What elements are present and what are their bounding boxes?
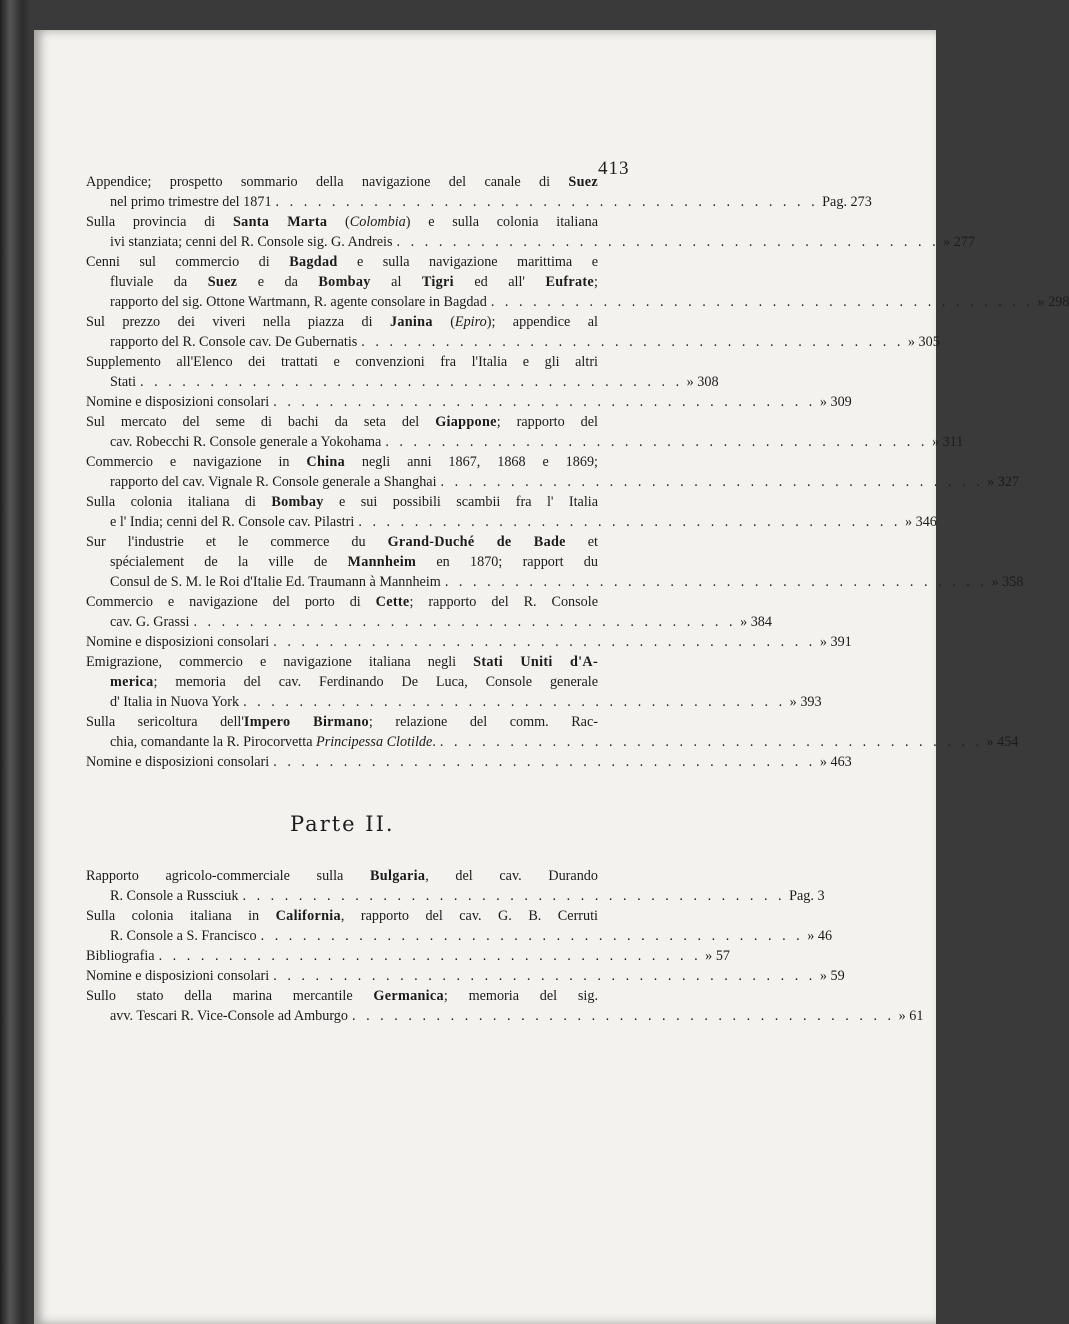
dot-leader: . . . . . . . . . . . . . . . . . . . . . . . . . . . . . . . . . . . . . . . [273, 968, 816, 984]
place-name: Suez [568, 174, 598, 190]
toc-entry [86, 866, 825, 906]
entry-line: Commercio e navigazione del porto di Cette; rapporto del R. Console [86, 594, 599, 610]
dot-leader: . . . . . . . . . . . . . . . . . . . . . . . . . . . . . . . . . . . . . . . [273, 754, 816, 770]
entry-line: nel primo trimestre del 1871 . . . . . . . . . . . . . . . . . . . . . . . . . . . . . . . . . . . . . . . Pag. 273 [110, 194, 872, 210]
entry-line: Sullo stato della marina mercantile Germanica; memoria del sig. [86, 988, 598, 1004]
entry-line: rapporto del sig. Ottone Wartmann, R. agente consolare in Bagdad . . . . . . . . . . . . . . . . . . . . . . . . . . . . . . . . . . . . . . . » 298 [110, 294, 1069, 310]
entry-line: merica; memoria del cav. Ferdinando De Luca, Console generale [110, 674, 598, 690]
ship-name: Principessa Clotilde [316, 734, 433, 750]
dot-leader: . . . . . . . . . . . . . . . . . . . . . . . . . . . . . . . . . . . . . . . [396, 234, 940, 250]
dot-leader: . . . . . . . . . . . . . . . . . . . . . . . . . . . . . . . . . . . . . . . [193, 614, 737, 630]
entry-line: chia, comandante la R. Pirocorvetta Principessa Clotilde. . . . . . . . . . . . . . . . . . . . . . . . . . . . . . . . . . . . . . . . » 454 [110, 734, 1019, 750]
entry-line: d' Italia in Nuova York . . . . . . . . . . . . . . . . . . . . . . . . . . . . . . . . . . . . . . . » 393 [110, 694, 822, 710]
dot-leader: . . . . . . . . . . . . . . . . . . . . . . . . . . . . . . . . . . . . . . . [242, 888, 786, 904]
place-name: China [306, 454, 345, 470]
place-name: Mannheim [347, 554, 417, 570]
dot-leader: . . . . . . . . . . . . . . . . . . . . . . . . . . . . . . . . . . . . . . . [158, 948, 702, 964]
place-name: Tigri [421, 274, 454, 290]
toc-entry [86, 966, 845, 986]
place-name: Cette [375, 594, 410, 610]
dot-leader: . . . . . . . . . . . . . . . . . . . . . . . . . . . . . . . . . . . . . . . [275, 194, 819, 210]
entry-line: Sul prezzo dei viveri nella piazza di Janina (Epiro); appendice al [86, 314, 598, 330]
page-reference: » 327 [987, 474, 1020, 490]
dot-leader: . . . . . . . . . . . . . . . . . . . . . . . . . . . . . . . . . . . . . . . [358, 514, 901, 530]
entry-line: Sulla colonia italiana in California, rapporto del cav. G. B. Cerruti [86, 908, 598, 924]
place-name: merica [110, 674, 154, 690]
entry-line: cav. Robecchi R. Console generale a Yokohama . . . . . . . . . . . . . . . . . . . . . . . . . . . . . . . . . . . . . . . » 311 [110, 434, 964, 450]
place-name: Eufrate [545, 274, 595, 290]
page-reference: » 393 [789, 694, 822, 710]
toc-entry [86, 212, 976, 252]
page-reference: » 463 [819, 754, 852, 770]
place-name: Germanica [373, 988, 444, 1004]
toc-entry [86, 412, 964, 452]
entry-line: Emigrazione, commercio e navigazione italiana negli Stati Uniti d'A- [86, 654, 598, 670]
page-reference: » 454 [986, 734, 1019, 750]
entry-line: fluviale da Suez e da Bombay al Tigri ed all' Eufrate; [110, 274, 598, 290]
dot-leader: . . . . . . . . . . . . . . . . . . . . . . . . . . . . . . . . . . . . . . . [440, 474, 984, 490]
dot-leader: . . . . . . . . . . . . . . . . . . . . . . . . . . . . . . . . . . . . . . . [490, 294, 1034, 310]
page-reference: Pag. 3 [789, 888, 825, 904]
toc-entry [86, 986, 924, 1026]
entry-line: Nomine e disposizioni consolari . . . . . . . . . . . . . . . . . . . . . . . . . . . . . . . . . . . . . . . » 391 [86, 634, 852, 650]
toc-entry [86, 752, 852, 772]
entry-line: spécialement de la ville de Mannheim en 1870; rapport du [110, 554, 598, 570]
entry-line: avv. Tescari R. Vice-Console ad Amburgo . . . . . . . . . . . . . . . . . . . . . . . . . . . . . . . . . . . . . . . » 61 [110, 1008, 924, 1024]
entry-line: Sulla colonia italiana di Bombay e sui possibili scambii fra l' Italia [86, 494, 598, 510]
place-name: Giappone [435, 414, 497, 430]
dot-leader: . . . . . . . . . . . . . . . . . . . . . . . . . . . . . . . . . . . . . . . [273, 634, 816, 650]
dot-leader: . . . . . . . . . . . . . . . . . . . . . . . . . . . . . . . . . . . . . . . [385, 434, 928, 450]
place-name: Bulgaria [370, 868, 426, 884]
entry-line: Commercio e navigazione in China negli anni 1867, 1868 e 1869; [86, 454, 598, 470]
entry-line: rapporto del R. Console cav. De Gubernatis . . . . . . . . . . . . . . . . . . . . . . . . . . . . . . . . . . . . . . . » 305 [110, 334, 940, 350]
dot-leader: . . . . . . . . . . . . . . . . . . . . . . . . . . . . . . . . . . . . . . . [260, 928, 804, 944]
page-reference: » 346 [904, 514, 937, 530]
entry-line: R. Console a S. Francisco . . . . . . . . . . . . . . . . . . . . . . . . . . . . . . . . . . . . . . . » 46 [110, 928, 833, 944]
place-name: Impero Birmano [243, 714, 369, 730]
page-reference: » 57 [705, 948, 730, 964]
place-name: Santa Marta [232, 214, 328, 230]
toc-entry [86, 712, 1019, 752]
page-reference: » 358 [991, 574, 1024, 590]
entry-line: ivi stanziata; cenni del R. Console sig. G. Andreis . . . . . . . . . . . . . . . . . . . . . . . . . . . . . . . . . . . . . . . » 277 [110, 234, 976, 250]
toc-entry [86, 492, 937, 532]
toc-entry [86, 252, 1069, 312]
page-reference: » 61 [898, 1008, 924, 1024]
entry-line: Nomine e disposizioni consolari . . . . . . . . . . . . . . . . . . . . . . . . . . . . . . . . . . . . . . . » 59 [86, 968, 845, 984]
page-reference: » 308 [686, 374, 719, 390]
entry-line: Consul de S. M. le Roi d'Italie Ed. Traumann à Mannheim . . . . . . . . . . . . . . . . . . . . . . . . . . . . . . . . . . . . . . . » 358 [110, 574, 1024, 590]
place-name: Grand-Duché de Bade [387, 534, 566, 550]
part-heading: Parte II. [290, 812, 395, 836]
toc-entry [86, 392, 852, 412]
toc-entry [86, 172, 872, 212]
toc-entry [86, 312, 940, 352]
toc-entry [86, 632, 852, 652]
dot-leader: . . . . . . . . . . . . . . . . . . . . . . . . . . . . . . . . . . . . . . . [243, 694, 786, 710]
page-reference: » 384 [740, 614, 772, 630]
page-reference: » 309 [819, 394, 852, 410]
dot-leader: . . . . . . . . . . . . . . . . . . . . . . . . . . . . . . . . . . . . . . . [140, 374, 683, 390]
entry-line: Rapporto agricolo-commerciale sulla Bulgaria, del cav. Durando [86, 868, 598, 884]
entry-line: Nomine e disposizioni consolari . . . . . . . . . . . . . . . . . . . . . . . . . . . . . . . . . . . . . . . » 309 [86, 394, 852, 410]
entry-line: Sul mercato del seme di bachi da seta del Giappone; rapporto del [86, 414, 598, 430]
page-reference: Pag. 273 [822, 194, 872, 210]
entry-line: Nomine e disposizioni consolari . . . . . . . . . . . . . . . . . . . . . . . . . . . . . . . . . . . . . . . » 463 [86, 754, 852, 770]
dot-leader: . . . . . . . . . . . . . . . . . . . . . . . . . . . . . . . . . . . . . . . [361, 334, 904, 350]
toc-entry [86, 352, 719, 392]
entry-line: Cenni sul commercio di Bagdad e sulla navigazione marittima e [86, 254, 598, 270]
entry-line: Stati . . . . . . . . . . . . . . . . . . . . . . . . . . . . . . . . . . . . . . . » 308 [110, 374, 719, 390]
toc-entry [86, 652, 822, 712]
page-number: 413 [598, 158, 630, 179]
place-name: Stati Uniti d'A- [473, 654, 598, 670]
place-name: Suez [207, 274, 238, 290]
toc-entry [86, 592, 772, 632]
place-name: California [275, 908, 341, 924]
place-name: Bombay [318, 274, 371, 290]
page-reference: » 391 [819, 634, 852, 650]
place-name: Janina [389, 314, 433, 330]
place-name: Bagdad [289, 254, 338, 270]
toc-entry [86, 452, 1020, 492]
entry-line: Supplemento all'Elenco dei trattati e convenzioni fra l'Italia e gli altri [86, 354, 598, 370]
entry-line: Appendice; prospetto sommario della navigazione del canale di Suez [86, 174, 598, 190]
dot-leader: . . . . . . . . . . . . . . . . . . . . . . . . . . . . . . . . . . . . . . . [444, 574, 988, 590]
page-reference: » 305 [907, 334, 940, 350]
place-name: Bombay [271, 494, 324, 510]
toc-entry [86, 532, 1024, 592]
entry-line: rapporto del cav. Vignale R. Console generale a Shanghai . . . . . . . . . . . . . . . . . . . . . . . . . . . . . . . . . . . . . . . » 327 [110, 474, 1020, 490]
entry-line: Bibliografia . . . . . . . . . . . . . . . . . . . . . . . . . . . . . . . . . . . . . . . » 57 [86, 948, 730, 964]
page-reference: » 277 [943, 234, 976, 250]
toc-entry [86, 946, 730, 966]
dot-leader: . . . . . . . . . . . . . . . . . . . . . . . . . . . . . . . . . . . . . . . [439, 734, 983, 750]
toc-section-1 [86, 172, 1069, 772]
toc-entry [86, 906, 833, 946]
page-reference: » 46 [807, 928, 833, 944]
page-reference: » 311 [931, 434, 964, 450]
toc-section-2 [86, 866, 924, 1026]
dot-leader: . . . . . . . . . . . . . . . . . . . . . . . . . . . . . . . . . . . . . . . [351, 1008, 895, 1024]
entry-line: Sulla sericoltura dell'Impero Birmano; relazione del comm. Rac- [86, 714, 598, 730]
entry-line: e l' India; cenni del R. Console cav. Pilastri . . . . . . . . . . . . . . . . . . . . . . . . . . . . . . . . . . . . . . . » 346 [110, 514, 937, 530]
entry-line: cav. G. Grassi . . . . . . . . . . . . . . . . . . . . . . . . . . . . . . . . . . . . . . . » 384 [110, 614, 772, 630]
entry-line: Sulla provincia di Santa Marta (Colombia) e sulla colonia italiana [86, 214, 599, 230]
dot-leader: . . . . . . . . . . . . . . . . . . . . . . . . . . . . . . . . . . . . . . . [273, 394, 816, 410]
page-reference: » 298 [1037, 294, 1069, 310]
entry-line: Sur l'industrie et le commerce du Grand-Duché de Bade et [86, 534, 598, 550]
entry-line: R. Console a Russciuk . . . . . . . . . . . . . . . . . . . . . . . . . . . . . . . . . . . . . . . Pag. 3 [110, 888, 825, 904]
page-reference: » 59 [819, 968, 845, 984]
